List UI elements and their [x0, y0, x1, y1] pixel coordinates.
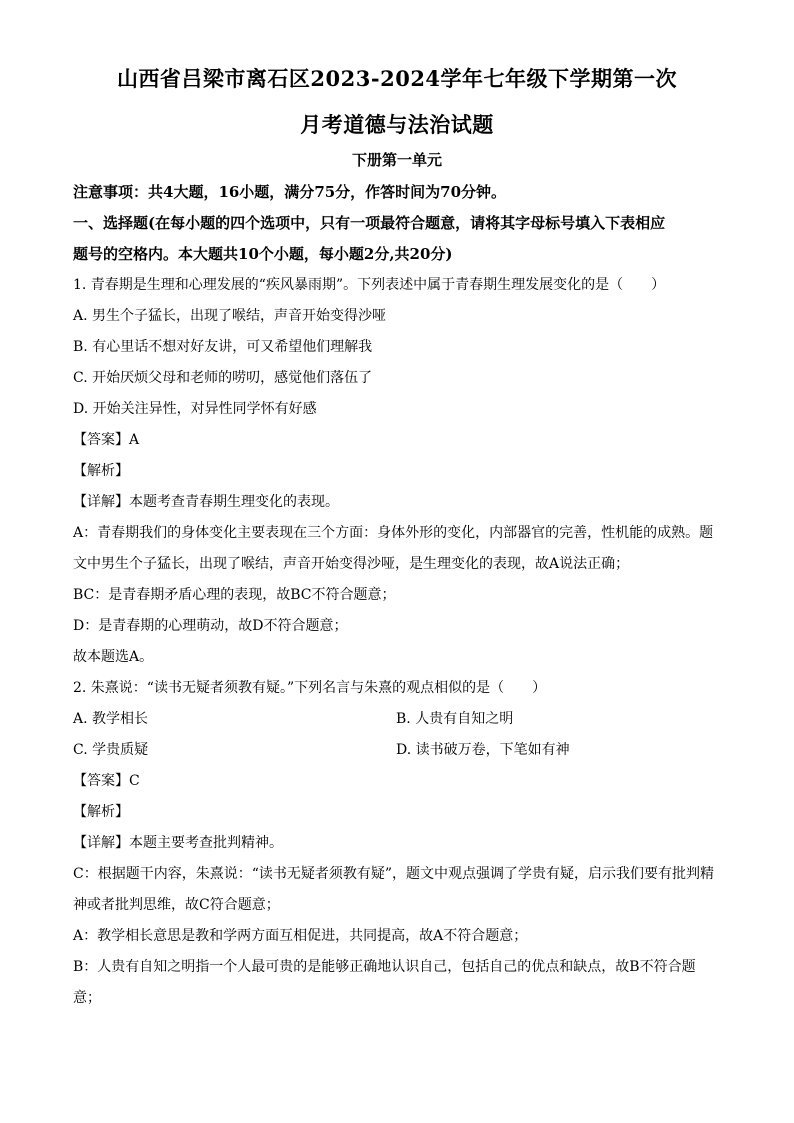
q2-option-c: C. 学贵质疑	[73, 742, 149, 758]
section1-instruction-line1: 一、选择题(在每小题的四个选项中，只有一项最符合题意，请将其字母标号填入下表相应	[73, 214, 666, 232]
notice: 注意事项：共4大题，16小题，满分75分，作答时间为70分钟。	[73, 183, 507, 201]
q2-analysis-label: 【解析】	[73, 804, 129, 820]
section1-instruction-line2: 题号的空格内。本大题共10个小题，每小题2分,共20分)	[73, 245, 453, 263]
q1-explain-line: A：青春期我们的身体变化主要表现在三个方面：身体外形的变化，内部器官的完善，性机能的成熟。题	[73, 525, 714, 541]
q1-answer: 【答案】A	[73, 432, 140, 448]
q2-answer: 【答案】C	[73, 773, 140, 789]
q1-option-c: C. 开始厌烦父母和老师的唠叨，感觉他们落伍了	[73, 370, 373, 386]
q2-explain-line: B：人贵有自知之明指一个人最可贵的是能够正确地认识自己，包括自己的优点和缺点，故B不符合题	[73, 959, 696, 975]
q2-option-b: B. 人贵有自知之明	[396, 711, 514, 727]
q1-option-b: B. 有心里话不想对好友讲，可又希望他们理解我	[73, 339, 373, 355]
q1-explain-line: D：是青春期的心理萌动，故D不符合题意；	[73, 618, 348, 634]
q1-explain-line: 故本题选A。	[73, 649, 154, 665]
q1-option-d: D. 开始关注异性，对异性同学怀有好感	[73, 401, 317, 417]
q2-explain-line: A：教学相长意思是教和学两方面互相促进，共同提高，故A不符合题意；	[73, 928, 528, 944]
q1-option-a: A. 男生个子猛长，出现了喉结，声音开始变得沙哑	[73, 308, 387, 324]
unit-subtitle: 下册第一单元	[351, 151, 442, 169]
q1-explain-line: BC：是青春期矛盾心理的表现，故BC不符合题意；	[73, 587, 396, 603]
page-title-line1: 山西省吕梁市离石区2023-2024学年七年级下学期第一次	[116, 66, 678, 91]
q1-explain-line: 文中男生个子猛长，出现了喉结，声音开始变得沙哑，是生理变化的表现，故A说法正确；	[73, 556, 630, 572]
q2-option-d: D. 读书破万卷，下笔如有神	[396, 742, 570, 758]
q2-explain-line: 意；	[73, 990, 101, 1006]
q1-stem: 1. 青春期是生理和心理发展的“疾风暴雨期”。下列表述中属于青春期生理发展变化的是（ ）	[73, 277, 666, 293]
q1-analysis-label: 【解析】	[73, 463, 129, 479]
q2-explain-line: 神或者批判思维，故C符合题意；	[73, 897, 280, 913]
q2-detail: 【详解】本题主要考查批判精神。	[73, 835, 283, 851]
q2-option-a: A. 教学相长	[73, 711, 149, 727]
page-title-line2: 月考道德与法治试题	[300, 112, 494, 137]
q1-detail: 【详解】本题考查青春期生理变化的表现。	[73, 494, 339, 510]
q2-explain-line: C：根据题干内容，朱熹说：“读书无疑者须教有疑”，题文中观点强调了学贵有疑，启示我们要有批判精	[73, 866, 715, 882]
q2-stem: 2. 朱熹说：“读书无疑者须教有疑。”下列名言与朱熹的观点相似的是（ ）	[73, 680, 547, 696]
